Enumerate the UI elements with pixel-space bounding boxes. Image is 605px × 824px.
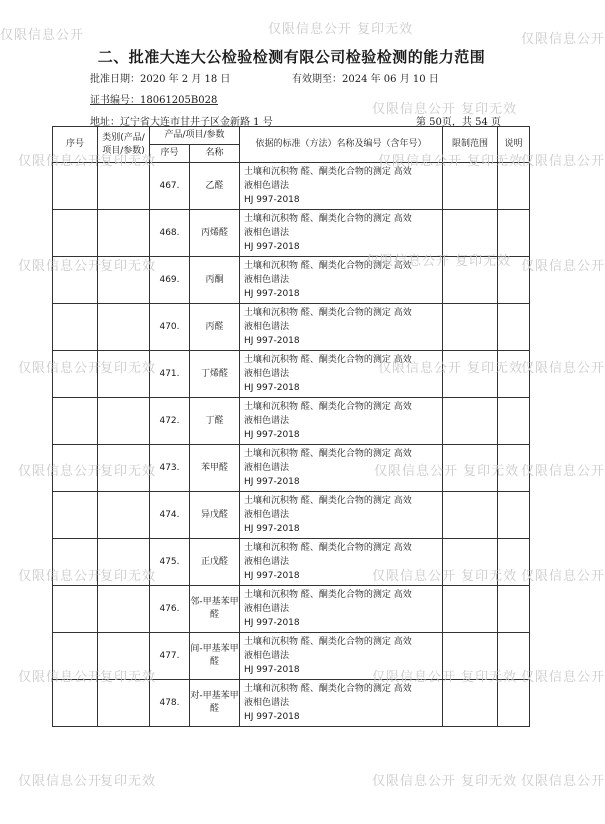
table-row: [53, 304, 530, 351]
row-standard-line: HJ 997-2018: [244, 618, 300, 628]
watermark-text: 仅限信息公开 复印无效: [366, 254, 512, 269]
row-standard-line: HJ 997-2018: [244, 571, 300, 581]
row-name: 苯甲醛: [190, 445, 240, 492]
row-number: 478.: [150, 680, 190, 727]
row-name: 间-甲基苯甲醛: [190, 633, 240, 680]
approval-date: 批准日期：2020 年 2 月 18 日: [90, 74, 231, 85]
row-standard-line: 土壤和沉积物 醛、酮类化合物的测定 高效: [244, 637, 412, 647]
row-note-cell: [498, 586, 530, 633]
header-limit: 限制范围: [443, 127, 498, 163]
row-number: 470.: [150, 304, 190, 351]
row-standard-line: 土壤和沉积物 醛、酮类化合物的测定 高效: [244, 167, 412, 177]
row-standard-line: HJ 997-2018: [244, 665, 300, 675]
row-name: 正戊醛: [190, 539, 240, 586]
watermark-text: 仅限信息公开 复印无效: [372, 569, 518, 584]
watermark-text: 仅限信息公开 复印无效: [378, 154, 524, 169]
watermark-text: 仅限信息公开: [18, 670, 103, 685]
row-category-cell: [98, 210, 150, 257]
row-number: 477.: [150, 633, 190, 680]
row-number: 467.: [150, 163, 190, 210]
table-row: [53, 492, 530, 539]
row-category-cell: [98, 633, 150, 680]
row-standard-line: HJ 997-2018: [244, 242, 300, 252]
row-seq-cell: [53, 351, 98, 398]
row-standard-line: 液相色谱法: [244, 651, 290, 661]
capability-table: [52, 126, 530, 727]
row-standard-line: 液相色谱法: [244, 181, 290, 191]
row-standard-line: 液相色谱法: [244, 275, 290, 285]
row-standard-line: 液相色谱法: [244, 510, 290, 520]
header-sub-name: 名称: [190, 145, 240, 163]
header-seq: 序号: [53, 127, 98, 163]
row-standard: [240, 351, 443, 398]
watermark-text: 仅限信息公开 复印无效: [268, 22, 414, 37]
watermark-text: 仅限信息公开: [18, 774, 103, 789]
row-standard-line: HJ 997-2018: [244, 336, 300, 346]
header-category: 类别(产品/项目/参数): [98, 127, 150, 163]
row-standard: [240, 633, 443, 680]
header-sub-seq: 序号: [150, 145, 190, 163]
row-category-cell: [98, 539, 150, 586]
row-note-cell: [498, 257, 530, 304]
row-limit-cell: [443, 680, 498, 727]
table-row: [53, 257, 530, 304]
row-standard-line: 液相色谱法: [244, 698, 290, 708]
watermark-text: 仅限信息公开: [521, 154, 605, 169]
watermark-text: 仅限信息公开 复印无效: [372, 670, 518, 685]
row-standard-line: 液相色谱法: [244, 416, 290, 426]
row-standard: [240, 304, 443, 351]
table-row: [53, 163, 530, 210]
row-note-cell: [498, 210, 530, 257]
watermark-text: 仅限信息公开 复印无效: [374, 464, 520, 479]
row-name: 乙醛: [190, 163, 240, 210]
row-standard-line: 土壤和沉积物 醛、酮类化合物的测定 高效: [244, 496, 412, 506]
row-name: 邻-甲基苯甲醛: [190, 586, 240, 633]
watermark-text: 仅限信息公开: [521, 361, 605, 376]
row-limit-cell: [443, 351, 498, 398]
watermark-text: 复印无效: [100, 569, 157, 584]
row-standard: [240, 445, 443, 492]
row-standard-line: HJ 997-2018: [244, 524, 300, 534]
row-number: 475.: [150, 539, 190, 586]
row-limit-cell: [443, 539, 498, 586]
watermark-text: 复印无效: [100, 774, 157, 789]
row-standard-line: HJ 997-2018: [244, 712, 300, 722]
row-standard: [240, 210, 443, 257]
row-number: 476.: [150, 586, 190, 633]
watermark-text: 仅限信息公开: [521, 259, 605, 274]
watermark-text: 仅限信息公开: [18, 154, 103, 169]
row-note-cell: [498, 304, 530, 351]
row-name: 丙酮: [190, 257, 240, 304]
watermark-text: 仅限信息公开: [521, 774, 605, 789]
lab-address: 地址：辽宁省大连市甘井子区金新路 1 号: [90, 117, 273, 128]
header-standard: 依据的标准（方法）名称及编号（含年号）: [240, 127, 443, 163]
row-limit-cell: [443, 163, 498, 210]
row-seq-cell: [53, 680, 98, 727]
row-standard: [240, 680, 443, 727]
row-standard: [240, 539, 443, 586]
row-seq-cell: [53, 398, 98, 445]
watermark-text: 仅限信息公开 复印无效: [378, 361, 524, 376]
watermark-text: 仅限信息公开: [18, 259, 103, 274]
row-limit-cell: [443, 633, 498, 680]
watermark-text: 仅限信息公开: [521, 569, 605, 584]
row-standard: [240, 586, 443, 633]
row-category-cell: [98, 680, 150, 727]
row-standard-line: 土壤和沉积物 醛、酮类化合物的测定 高效: [244, 402, 412, 412]
row-note-cell: [498, 163, 530, 210]
table-row: [53, 351, 530, 398]
row-limit-cell: [443, 398, 498, 445]
row-name: 丁醛: [190, 398, 240, 445]
row-note-cell: [498, 351, 530, 398]
header-note: 说明: [498, 127, 530, 163]
row-standard-line: HJ 997-2018: [244, 383, 300, 393]
watermark-text: 仅限信息公开 复印无效: [372, 102, 518, 117]
valid-until: 有效期至：2024 年 06 月 10 日: [292, 74, 439, 85]
row-standard-line: 土壤和沉积物 醛、酮类化合物的测定 高效: [244, 261, 412, 271]
row-number: 474.: [150, 492, 190, 539]
row-standard-line: HJ 997-2018: [244, 430, 300, 440]
row-number: 469.: [150, 257, 190, 304]
row-standard-line: 液相色谱法: [244, 322, 290, 332]
row-seq-cell: [53, 633, 98, 680]
watermark-text: 仅限信息公开: [521, 32, 605, 47]
page-title: 二、批准大连大公检验检测有限公司检验检测的能力范围: [97, 48, 486, 66]
row-standard-line: 液相色谱法: [244, 557, 290, 567]
row-category-cell: [98, 586, 150, 633]
row-category-cell: [98, 304, 150, 351]
row-number: 472.: [150, 398, 190, 445]
header-product-group: 产品/项目/参数: [150, 127, 240, 145]
row-seq-cell: [53, 586, 98, 633]
row-standard-line: HJ 997-2018: [244, 289, 300, 299]
watermark-text: 复印无效: [100, 361, 157, 376]
row-standard-line: 液相色谱法: [244, 604, 290, 614]
table-row: [53, 210, 530, 257]
row-seq-cell: [53, 445, 98, 492]
row-standard: [240, 257, 443, 304]
row-standard-line: 液相色谱法: [244, 463, 290, 473]
row-category-cell: [98, 351, 150, 398]
row-note-cell: [498, 539, 530, 586]
watermark-text: 仅限信息公开: [18, 569, 103, 584]
table-row: [53, 586, 530, 633]
row-number: 473.: [150, 445, 190, 492]
row-limit-cell: [443, 492, 498, 539]
row-category-cell: [98, 398, 150, 445]
row-number: 468.: [150, 210, 190, 257]
row-name: 丙烯醛: [190, 210, 240, 257]
row-seq-cell: [53, 257, 98, 304]
row-standard-line: HJ 997-2018: [244, 477, 300, 487]
row-seq-cell: [53, 163, 98, 210]
watermark-text: 复印无效: [100, 670, 157, 685]
table-row: [53, 398, 530, 445]
watermark-text: 复印无效: [100, 154, 157, 169]
table-row: [53, 680, 530, 727]
row-category-cell: [98, 492, 150, 539]
row-standard-line: 土壤和沉积物 醛、酮类化合物的测定 高效: [244, 449, 412, 459]
row-standard: [240, 492, 443, 539]
row-standard-line: 土壤和沉积物 醛、酮类化合物的测定 高效: [244, 684, 412, 694]
watermark-text: 复印无效: [100, 464, 157, 479]
row-standard-line: 土壤和沉积物 醛、酮类化合物的测定 高效: [244, 590, 412, 600]
row-standard-line: 液相色谱法: [244, 228, 290, 238]
page-info: 第 50页，共 54 页: [416, 117, 501, 128]
watermark-text: 复印无效: [100, 259, 157, 274]
row-standard: [240, 398, 443, 445]
row-limit-cell: [443, 257, 498, 304]
row-note-cell: [498, 633, 530, 680]
row-name: 对-甲基苯甲醛: [190, 680, 240, 727]
table-row: [53, 633, 530, 680]
row-standard-line: 土壤和沉积物 醛、酮类化合物的测定 高效: [244, 214, 412, 224]
row-standard-line: 土壤和沉积物 醛、酮类化合物的测定 高效: [244, 355, 412, 365]
watermark-text: 仅限信息公开: [18, 464, 103, 479]
row-name: 异戊醛: [190, 492, 240, 539]
watermark-text: 仅限信息公开: [0, 28, 85, 43]
row-note-cell: [498, 398, 530, 445]
row-note-cell: [498, 492, 530, 539]
row-category-cell: [98, 257, 150, 304]
row-limit-cell: [443, 304, 498, 351]
certificate-number: 证书编号：18061205B028: [90, 95, 218, 106]
row-note-cell: [498, 680, 530, 727]
row-limit-cell: [443, 586, 498, 633]
certificate-underline: [90, 104, 218, 105]
row-seq-cell: [53, 210, 98, 257]
watermark-text: 仅限信息公开 复印无效: [372, 774, 518, 789]
row-seq-cell: [53, 492, 98, 539]
row-standard-line: 土壤和沉积物 醛、酮类化合物的测定 高效: [244, 308, 412, 318]
row-note-cell: [498, 445, 530, 492]
watermark-text: 仅限信息公开: [521, 464, 605, 479]
row-name: 丁烯醛: [190, 351, 240, 398]
row-number: 471.: [150, 351, 190, 398]
row-standard-line: 土壤和沉积物 醛、酮类化合物的测定 高效: [244, 543, 412, 553]
row-category-cell: [98, 163, 150, 210]
row-seq-cell: [53, 539, 98, 586]
row-standard-line: HJ 997-2018: [244, 195, 300, 205]
row-standard-line: 液相色谱法: [244, 369, 290, 379]
table-row: [53, 445, 530, 492]
row-seq-cell: [53, 304, 98, 351]
watermark-text: 仅限信息公开: [521, 670, 605, 685]
row-name: 丙醛: [190, 304, 240, 351]
watermark-text: 仅限信息公开: [18, 361, 103, 376]
row-category-cell: [98, 445, 150, 492]
row-limit-cell: [443, 210, 498, 257]
row-limit-cell: [443, 445, 498, 492]
row-standard: [240, 163, 443, 210]
table-row: [53, 539, 530, 586]
